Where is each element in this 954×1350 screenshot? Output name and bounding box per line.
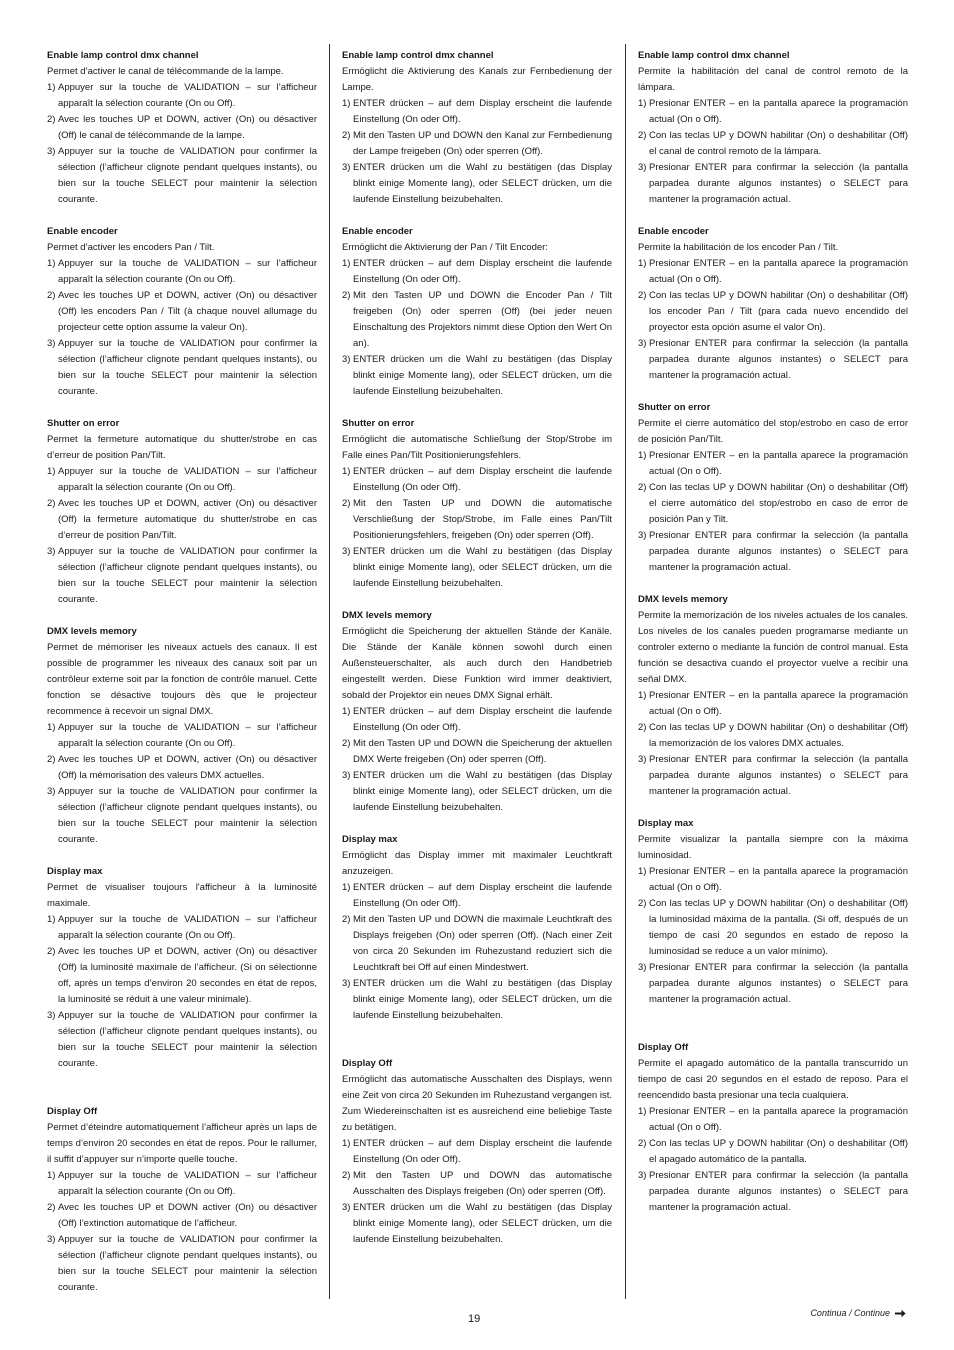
step-number: 3) — [342, 162, 351, 173]
step-text: Avec les touches UP et DOWN, activer (On) ou désactiver (Off) la fermeture automatique du shutter/strobe en cas d’erreur de position Pan/Tilt. — [58, 498, 317, 541]
step-text: Con las teclas UP y DOWN habilitar (On) o deshabilitar (Off) la luminosidad máxima de la pantalla. (Si off, después de un tiempo de casi 20 segundos en estado de reposo la luminosidad se reduce a un valor mínimo). — [649, 898, 908, 957]
step-text: Appuyer sur la touche de VALIDATION pour confirmer la sélection (l’afficheur clignote pendant quelques instants), ou bien sur la touche SELECT pour maintenir la sélection courante. — [58, 338, 317, 397]
step-text: Appuyer sur la touche de VALIDATION pour confirmer la sélection (l’afficheur clignote pendant quelques instants), ou bien sur la touche SELECT pour maintenir la sélection courante. — [58, 786, 317, 845]
step-number: 3) — [638, 1170, 647, 1181]
column-german — [342, 48, 612, 1264]
step-text: ENTER drücken um die Wahl zu bestätigen (das Display blinkt einige Momente lang), oder SELECT drücken, um die laufende Einstellung beizubehalten. — [353, 162, 612, 205]
step-number: 1) — [47, 722, 56, 733]
continue-link[interactable] — [810, 1308, 906, 1318]
step-number: 3) — [638, 530, 647, 541]
step-item — [638, 96, 908, 128]
step-number: 2) — [638, 722, 647, 733]
section — [342, 608, 612, 816]
step-text: Avec les touches UP et DOWN, activer (On) ou désactiver (Off) les encoders Pan / Tilt (à chaque nouvel allumage du projecteur cette option assume la valeur On). — [58, 290, 317, 333]
step-item — [638, 864, 908, 896]
step-number: 1) — [47, 1170, 56, 1181]
section — [638, 816, 908, 1008]
page-number: 19 — [468, 1313, 481, 1325]
step-number: 3) — [342, 1202, 351, 1213]
step-item — [47, 464, 317, 496]
step-text: Mit den Tasten UP und DOWN das automatische Ausschalten des Displays freigeben (On) oder sperren (Off). — [353, 1170, 612, 1197]
step-item — [47, 1008, 317, 1072]
step-text: ENTER drücken um die Wahl zu bestätigen (das Display blinkt einige Momente lang), oder SELECT drücken, um die laufende Einstellung beizubehalten. — [353, 978, 612, 1021]
step-item — [342, 256, 612, 288]
step-item — [638, 256, 908, 288]
step-number: 3) — [638, 754, 647, 765]
step-text: Appuyer sur la touche de VALIDATION – sur l’afficheur apparaît la sélection courante (On ou Off). — [58, 466, 317, 493]
step-text: ENTER drücken – auf dem Display erscheint die laufende Einstellung (On oder Off). — [353, 98, 612, 125]
section-title: Enable lamp control dmx channel — [342, 50, 494, 61]
section-title: Display max — [342, 834, 398, 845]
step-item — [638, 896, 908, 960]
section — [47, 864, 317, 1072]
step-item — [47, 944, 317, 1008]
step-text: ENTER drücken – auf dem Display erscheint die laufende Einstellung (On oder Off). — [353, 1138, 612, 1165]
section-title: Enable lamp control dmx channel — [638, 50, 790, 61]
step-list — [342, 256, 612, 400]
step-text: Con las teclas UP y DOWN habilitar (On) o deshabilitar (Off) los encoder Pan / Tilt (para cada nuevo encendido del proyector esta opción asume el valor On). — [649, 290, 908, 333]
step-number: 3) — [47, 146, 56, 157]
step-number: 2) — [47, 114, 56, 125]
step-list — [342, 704, 612, 816]
step-list — [47, 1168, 317, 1296]
step-item — [47, 496, 317, 544]
step-item — [342, 128, 612, 160]
step-item — [638, 1136, 908, 1168]
section-title: Enable encoder — [47, 226, 118, 237]
continue-label: Continua / Continue — [810, 1308, 890, 1318]
step-number: 3) — [638, 162, 647, 173]
step-number: 2) — [638, 130, 647, 141]
step-number: 2) — [342, 130, 351, 141]
step-text: Avec les touches UP et DOWN, activer (On) ou désactiver (Off) le canal de télécommande de la lampe. — [58, 114, 317, 141]
step-item — [47, 752, 317, 784]
step-item — [47, 80, 317, 112]
section-description: Permite visualizar la pantalla siempre con la máxima luminosidad. — [638, 834, 908, 861]
section-title: Shutter on error — [638, 402, 711, 413]
section-title: Enable lamp control dmx channel — [47, 50, 199, 61]
step-number: 3) — [342, 546, 351, 557]
step-item — [342, 496, 612, 544]
step-number: 1) — [342, 1138, 351, 1149]
section-description: Permite la habilitación del canal de control remoto de la lámpara. — [638, 66, 908, 93]
step-number: 2) — [342, 498, 351, 509]
step-list — [638, 1104, 908, 1216]
step-number: 1) — [342, 98, 351, 109]
step-text: Presionar ENTER para confirmar la selección (la pantalla parpadea durante algunos instantes) o SELECT para mantener la programación actual. — [649, 962, 908, 1005]
step-text: ENTER drücken um die Wahl zu bestätigen (das Display blinkt einige Momente lang), oder SELECT drücken, um die laufende Einstellung beizubehalten. — [353, 354, 612, 397]
step-number: 3) — [47, 786, 56, 797]
step-item — [47, 144, 317, 208]
step-item — [342, 288, 612, 352]
section-title: Display Off — [638, 1042, 689, 1053]
section-title: Display max — [47, 866, 103, 877]
step-item — [638, 1104, 908, 1136]
step-item — [342, 976, 612, 1024]
section — [342, 832, 612, 1024]
step-text: Appuyer sur la touche de VALIDATION – sur l’afficheur apparaît la sélection courante (On ou Off). — [58, 258, 317, 285]
arrow-right-icon — [895, 1309, 906, 1318]
step-number: 1) — [638, 866, 647, 877]
step-list — [47, 256, 317, 400]
step-item — [638, 528, 908, 576]
step-text: ENTER drücken um die Wahl zu bestätigen (das Display blinkt einige Momente lang), oder SELECT drücken, um die laufende Einstellung beizubehalten. — [353, 770, 612, 813]
step-text: Mit den Tasten UP und DOWN die automatische Verschließung der Stop/Strobe, im Falle eines Pan/Tilt Positionierungsfehlers, freigeben (On) oder sperren (Off). — [353, 498, 612, 541]
step-item — [638, 336, 908, 384]
section — [638, 400, 908, 576]
section — [638, 1040, 908, 1216]
section — [638, 224, 908, 384]
step-number: 1) — [47, 258, 56, 269]
step-list — [342, 880, 612, 1024]
section — [47, 624, 317, 848]
step-number: 3) — [47, 546, 56, 557]
step-item — [342, 160, 612, 208]
step-list — [47, 464, 317, 608]
step-number: 2) — [342, 290, 351, 301]
step-text: Presionar ENTER para confirmar la selección (la pantalla parpadea durante algunos instantes) o SELECT para mantener la programación actual. — [649, 530, 908, 573]
step-text: Appuyer sur la touche de VALIDATION pour confirmer la sélection (l’afficheur clignote pendant quelques instants), ou bien sur la touche SELECT pour maintenir la sélection courante. — [58, 546, 317, 605]
step-item — [47, 912, 317, 944]
step-number: 1) — [638, 450, 647, 461]
column-french — [47, 48, 317, 1312]
step-text: ENTER drücken – auf dem Display erscheint die laufende Einstellung (On oder Off). — [353, 258, 612, 285]
step-text: Mit den Tasten UP und DOWN die Speicherung der aktuellen DMX Werte freigeben (On) oder sperren (Off). — [353, 738, 612, 765]
section-description: Ermöglicht das Display immer mit maximaler Leuchtkraft anzuzeigen. — [342, 850, 612, 877]
step-text: Presionar ENTER – en la pantalla aparece la programación actual (On o Off). — [649, 690, 908, 717]
step-number: 1) — [638, 1106, 647, 1117]
step-item — [638, 128, 908, 160]
step-list — [638, 688, 908, 800]
step-item — [47, 256, 317, 288]
step-item — [342, 352, 612, 400]
step-text: Avec les touches UP et DOWN activer (On) ou désactiver (Off) l’extinction automatique de l’afficheur. — [58, 1202, 317, 1229]
step-text: Avec les touches UP et DOWN, activer (On) ou désactiver (Off) la luminosité maximale de l’afficheur. (Si on sélectionne off, après un temps d’environ 20 secondes en état de repos, la luminosité se réduit à une valeur minimale). — [58, 946, 317, 1005]
step-number: 2) — [47, 498, 56, 509]
step-item — [638, 960, 908, 1008]
step-number: 3) — [47, 338, 56, 349]
step-number: 1) — [638, 98, 647, 109]
step-text: Presionar ENTER – en la pantalla aparece la programación actual (On o Off). — [649, 866, 908, 893]
section-description: Ermöglicht die Speicherung der aktuellen Stände der Kanäle. Die Stände der Kanäle können sowohl durch einen Außensteuerschalter, als auch durch den Handbetrieb eingestellt werden. Diese Funktion wird immer deaktiviert, sobald der Projektor ein neues DMX Signal erhält. — [342, 626, 612, 701]
step-number: 1) — [342, 258, 351, 269]
section — [47, 48, 317, 208]
step-list — [342, 464, 612, 592]
section-title: Display Off — [47, 1106, 98, 1117]
step-item — [47, 1232, 317, 1296]
section — [47, 1104, 317, 1296]
section — [342, 416, 612, 592]
section-title: Shutter on error — [342, 418, 415, 429]
column-divider — [625, 44, 626, 1299]
step-item — [47, 720, 317, 752]
step-text: Avec les touches UP et DOWN, activer (On) ou désactiver (Off) la mémorisation des valeurs DMX actuelles. — [58, 754, 317, 781]
section-title: DMX levels memory — [47, 626, 137, 637]
step-item — [47, 544, 317, 608]
step-list — [638, 864, 908, 1008]
step-text: Appuyer sur la touche de VALIDATION pour confirmer la sélection (l’afficheur clignote pendant quelques instants), ou bien sur la touche SELECT pour maintenir la sélection courante. — [58, 1234, 317, 1293]
section-title: Display Off — [342, 1058, 393, 1069]
step-text: Presionar ENTER – en la pantalla aparece la programación actual (On o Off). — [649, 258, 908, 285]
step-number: 2) — [342, 1170, 351, 1181]
section-description: Permet d’éteindre automatiquement l’afficheur après un laps de temps d’environ 20 secondes en état de repos. Pour le rallumer, il suffit d’appuyer sur n’importe quelle touche. — [47, 1122, 317, 1165]
step-text: Appuyer sur la touche de VALIDATION – sur l’afficheur apparaît la sélection courante (On ou Off). — [58, 1170, 317, 1197]
section-description: Ermöglicht die automatische Schließung der Stop/Strobe im Falle eines Pan/Tilt Positionierungsfehlers. — [342, 434, 612, 461]
step-number: 3) — [342, 354, 351, 365]
step-text: Presionar ENTER – en la pantalla aparece la programación actual (On o Off). — [649, 450, 908, 477]
section-title: Display max — [638, 818, 694, 829]
step-item — [342, 1200, 612, 1248]
step-list — [638, 256, 908, 384]
section — [342, 224, 612, 400]
step-item — [47, 336, 317, 400]
section-title: Enable encoder — [638, 226, 709, 237]
step-number: 2) — [47, 290, 56, 301]
step-item — [342, 880, 612, 912]
section-description: Permite la memorización de los niveles actuales de los canales. Los niveles de los canales pueden programarse mediante un controler externo o mediante la función de control manual. Esta función se desactiva cuando el proyector vuelve a recibir una señal DMX. — [638, 610, 908, 685]
step-item — [638, 288, 908, 336]
step-number: 2) — [342, 738, 351, 749]
section-description: Ermöglicht die Aktivierung des Kanals zur Fernbedienung der Lampe. — [342, 66, 612, 93]
step-text: Appuyer sur la touche de VALIDATION pour confirmer la sélection (l’afficheur clignote pendant quelques instants), ou bien sur la touche SELECT pour maintenir la sélection courante. — [58, 1010, 317, 1069]
step-text: Presionar ENTER para confirmar la selección (la pantalla parpadea durante algunos instantes) o SELECT para mantener la programación actual. — [649, 162, 908, 205]
step-list — [47, 720, 317, 848]
step-text: ENTER drücken – auf dem Display erscheint die laufende Einstellung (On oder Off). — [353, 466, 612, 493]
step-text: Appuyer sur la touche de VALIDATION pour confirmer la sélection (l’afficheur clignote pendant quelques instants), ou bien sur la touche SELECT pour maintenir la sélection courante. — [58, 146, 317, 205]
section-description: Permite el cierre automático del stop/estrobo en caso de error de posición Pan/Tilt. — [638, 418, 908, 445]
step-item — [342, 736, 612, 768]
section — [638, 48, 908, 208]
step-number: 2) — [638, 482, 647, 493]
column-divider — [329, 44, 330, 1299]
step-item — [638, 1168, 908, 1216]
step-item — [638, 448, 908, 480]
section-description: Ermöglicht das automatische Ausschalten des Displays, wenn eine Zeit von circa 20 Sekunden im Ruhezustand vergangen ist. Zum Wiedereinschalten ist es ausreichend eine beliebige Taste zu betätigen. — [342, 1074, 612, 1133]
step-item — [342, 96, 612, 128]
section-description: Permite el apagado automático de la pantalla transcurrido un tiempo de casi 20 segundos en el estado de reposo. Para el reencendido basta presionar una tecla cualquiera. — [638, 1058, 908, 1101]
step-text: Presionar ENTER para confirmar la selección (la pantalla parpadea durante algunos instantes) o SELECT para mantener la programación actual. — [649, 754, 908, 797]
step-number: 2) — [638, 1138, 647, 1149]
step-text: Con las teclas UP y DOWN habilitar (On) o deshabilitar (Off) el cierre automático del stop/estrobo en caso de error de posición Pan y Tilt. — [649, 482, 908, 525]
section — [342, 1056, 612, 1248]
step-text: ENTER drücken um die Wahl zu bestätigen (das Display blinkt einige Momente lang), oder SELECT drücken, um die laufende Einstellung beizubehalten. — [353, 546, 612, 589]
step-text: Con las teclas UP y DOWN habilitar (On) o deshabilitar (Off) el canal de control remoto de la lámpara. — [649, 130, 908, 157]
section-description: Permet d’activer les encoders Pan / Tilt. — [47, 242, 215, 253]
step-text: Con las teclas UP y DOWN habilitar (On) o deshabilitar (Off) la memorización de los valores DMX actuales. — [649, 722, 908, 749]
step-text: Presionar ENTER – en la pantalla aparece la programación actual (On o Off). — [649, 98, 908, 125]
step-list — [342, 96, 612, 208]
step-text: Mit den Tasten UP und DOWN die Encoder Pan / Tilt freigeben (On) oder sperren (Off) (bei jeder neuen Einschaltung des Projektors nimmt diese Option den Wert On an). — [353, 290, 612, 349]
step-number: 1) — [638, 258, 647, 269]
step-item — [342, 1168, 612, 1200]
step-number: 3) — [47, 1234, 56, 1245]
step-number: 1) — [342, 706, 351, 717]
step-text: Appuyer sur la touche de VALIDATION – sur l’afficheur apparaît la sélection courante (On ou Off). — [58, 82, 317, 109]
section-title: DMX levels memory — [638, 594, 728, 605]
step-item — [638, 720, 908, 752]
step-list — [342, 1136, 612, 1248]
step-number: 2) — [638, 290, 647, 301]
step-text: ENTER drücken um die Wahl zu bestätigen (das Display blinkt einige Momente lang), oder SELECT drücken, um die laufende Einstellung beizubehalten. — [353, 1202, 612, 1245]
step-number: 1) — [342, 882, 351, 893]
section-description: Permet la fermeture automatique du shutter/strobe en cas d’erreur de position Pan/Tilt. — [47, 434, 317, 461]
step-number: 2) — [47, 1202, 56, 1213]
step-number: 2) — [342, 914, 351, 925]
step-text: Con las teclas UP y DOWN habilitar (On) o deshabilitar (Off) el apagado automático de la pantalla. — [649, 1138, 908, 1165]
section-description: Permet de visualiser toujours l'afficheur à la luminosité maximale. — [47, 882, 317, 909]
step-number: 3) — [638, 338, 647, 349]
step-item — [342, 704, 612, 736]
step-number: 3) — [342, 770, 351, 781]
step-number: 2) — [638, 898, 647, 909]
column-spanish — [638, 48, 908, 1232]
step-text: Presionar ENTER para confirmar la selección (la pantalla parpadea durante algunos instantes) o SELECT para mantener la programación actual. — [649, 338, 908, 381]
section — [342, 48, 612, 208]
section-description: Permet de mémoriser les niveaux actuels des canaux. Il est possible de programmer les niveaux des canaux soit par un contrôleur externe soit par la fonction de contrôle manuel. Cette fonction se désactive toujours dès que le projecteur recommence à recevoir un signal DMX. — [47, 642, 317, 717]
step-item — [342, 768, 612, 816]
step-text: ENTER drücken – auf dem Display erscheint die laufende Einstellung (On oder Off). — [353, 882, 612, 909]
step-number: 1) — [47, 466, 56, 477]
step-text: ENTER drücken – auf dem Display erscheint die laufende Einstellung (On oder Off). — [353, 706, 612, 733]
step-text: Presionar ENTER para confirmar la selección (la pantalla parpadea durante algunos instantes) o SELECT para mantener la programación actual. — [649, 1170, 908, 1213]
step-item — [638, 752, 908, 800]
step-number: 3) — [47, 1010, 56, 1021]
step-number: 1) — [638, 690, 647, 701]
section — [638, 592, 908, 800]
step-item — [638, 480, 908, 528]
section-title: Shutter on error — [47, 418, 120, 429]
step-item — [342, 544, 612, 592]
step-item — [638, 688, 908, 720]
step-item — [47, 112, 317, 144]
step-number: 1) — [47, 914, 56, 925]
step-number: 2) — [47, 946, 56, 957]
step-text: Mit den Tasten UP und DOWN die maximale Leuchtkraft des Displays freigeben (On) oder sperren (Off). (Nach einer Zeit von circa 20 Sekunden im Ruhezustand reduziert sich die Leuchtkraft bei Off auf einen Mindestwert. — [353, 914, 612, 973]
section-description: Ermöglicht die Aktivierung der Pan / Tilt Encoder: — [342, 242, 548, 253]
step-text: Appuyer sur la touche de VALIDATION – sur l’afficheur apparaît la sélection courante (On ou Off). — [58, 722, 317, 749]
step-list — [638, 96, 908, 208]
step-item — [47, 288, 317, 336]
step-number: 1) — [342, 466, 351, 477]
step-item — [47, 784, 317, 848]
step-item — [342, 464, 612, 496]
step-list — [47, 80, 317, 208]
step-text: Presionar ENTER – en la pantalla aparece la programación actual (On o Off). — [649, 1106, 908, 1133]
step-item — [47, 1168, 317, 1200]
step-list — [47, 912, 317, 1072]
step-text: Mit den Tasten UP und DOWN den Kanal zur Fernbedienung der Lampe freigeben (On) oder sperren (Off). — [353, 130, 612, 157]
section-title: DMX levels memory — [342, 610, 432, 621]
section — [47, 416, 317, 608]
step-item — [638, 160, 908, 208]
step-text: Appuyer sur la touche de VALIDATION – sur l’afficheur apparaît la sélection courante (On ou Off). — [58, 914, 317, 941]
step-item — [47, 1200, 317, 1232]
section — [47, 224, 317, 400]
step-number: 1) — [47, 82, 56, 93]
step-number: 3) — [342, 978, 351, 989]
step-number: 2) — [47, 754, 56, 765]
step-list — [638, 448, 908, 576]
step-number: 3) — [638, 962, 647, 973]
section-description: Permite la habilitación de los encoder Pan / Tilt. — [638, 242, 839, 253]
section-title: Enable encoder — [342, 226, 413, 237]
section-description: Permet d’activer le canal de télécommande de la lampe. — [47, 66, 284, 77]
step-item — [342, 1136, 612, 1168]
step-item — [342, 912, 612, 976]
